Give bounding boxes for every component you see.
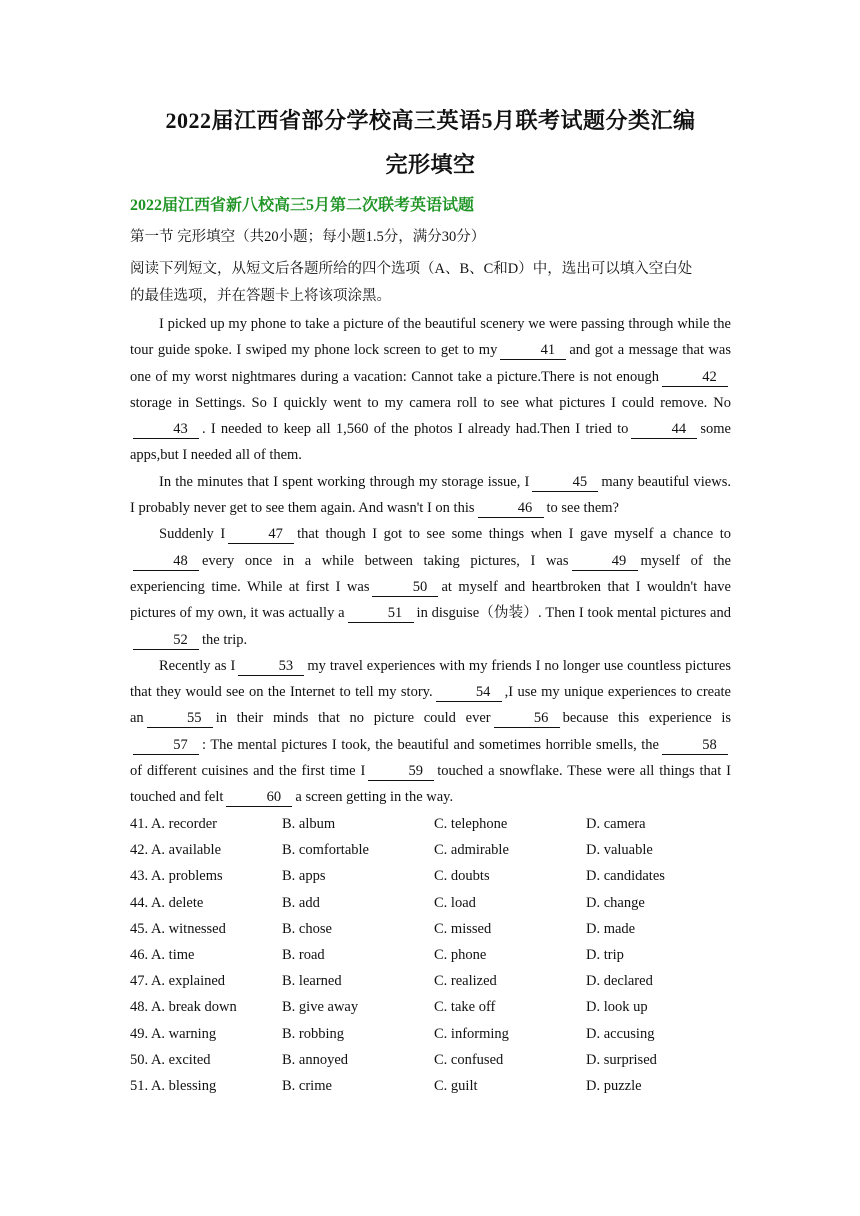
answer-blank: 50	[372, 578, 438, 597]
option-choice: D. candidates	[586, 868, 665, 885]
option-choice: C. informing	[434, 1025, 509, 1042]
passage-text: and got a message that was one of my worst nightmares during a vacation: Cannot take a picture.There is not enough	[130, 342, 731, 385]
passage-text: Suddenly I	[159, 526, 226, 543]
passage-text: every once in a while between taking pictures, I was	[202, 552, 569, 569]
instructions-line-2: 的最佳选项，并在答题卡上将该项涂黑。	[130, 288, 391, 304]
option-choice: D. puzzle	[586, 1077, 642, 1094]
passage-text: a screen getting in the way.	[295, 789, 454, 806]
passage-text: myself of the experiencing time. While at first I was	[130, 552, 731, 595]
answer-blank: 60	[226, 788, 292, 807]
cloze-passage	[130, 311, 731, 811]
option-choice: D. accusing	[586, 1025, 655, 1042]
option-choice: D. valuable	[586, 842, 653, 859]
passage-text: in their minds that no picture could ever	[215, 710, 491, 727]
option-choice: C. admirable	[434, 842, 509, 859]
passage-paragraph-2	[130, 469, 731, 522]
passage-text: that though I got to see some things when I gave myself a chance to	[297, 526, 731, 543]
passage-text: in disguise（伪装）. Then I took mental pictures and	[416, 605, 731, 622]
option-row	[130, 1021, 731, 1047]
option-choice: C. missed	[434, 920, 492, 937]
answer-blank: 57	[133, 736, 199, 755]
option-choice: C. confused	[434, 1051, 504, 1068]
answer-blank: 55	[147, 709, 213, 728]
option-choice: 50. A. excited	[130, 1051, 211, 1068]
option-choice: C. doubts	[434, 868, 490, 885]
option-choice: B. add	[282, 894, 320, 911]
answer-blank: 58	[662, 736, 728, 755]
document-title: 2022届江西省部分学校高三英语5月联考试题分类汇编	[165, 108, 696, 133]
passage-text: Recently as I	[159, 657, 236, 674]
passage-text: touched a snowflake. These were all things that I touched and felt	[130, 763, 731, 806]
passage-text: storage in Settings. So I quickly went to my camera roll to see what pictures I could remove. No	[130, 394, 731, 411]
option-choice: D. camera	[586, 816, 646, 832]
option-choice: B. chose	[282, 920, 332, 937]
passage-text: because this experience is	[562, 710, 732, 727]
answer-blank: 48	[133, 552, 199, 571]
answer-blank: 53	[238, 657, 304, 676]
answer-blank: 41	[500, 341, 566, 360]
instructions-part: 第一节 完形填空（共20小题；每小题1.5分，满分30分）	[130, 229, 486, 245]
passage-text: In the minutes that I spent working through my storage issue, I	[159, 473, 530, 490]
option-choice: 51. A. blessing	[130, 1077, 217, 1094]
option-choice: 49. A. warning	[130, 1025, 217, 1042]
option-choice: C. telephone	[434, 816, 508, 832]
option-choice: B. comfortable	[282, 842, 369, 859]
option-choice: 43. A. problems	[130, 868, 223, 885]
option-choice: D. declared	[586, 973, 653, 990]
passage-text: some apps,but I needed all of them.	[130, 421, 731, 464]
option-choice: 45. A. witnessed	[130, 920, 226, 937]
option-choice: C. take off	[434, 999, 496, 1016]
passage-text: many beautiful views. I probably never get to see them again. And wasn't I on this	[130, 473, 731, 517]
option-choice: 44. A. delete	[130, 894, 204, 911]
option-row	[130, 1073, 731, 1099]
answer-blank: 46	[478, 499, 544, 518]
option-row	[130, 942, 731, 968]
answer-blank: 56	[494, 709, 560, 728]
option-row	[130, 1047, 731, 1073]
answer-blank: 54	[436, 683, 502, 702]
answer-options	[130, 811, 731, 1099]
option-row	[130, 968, 731, 994]
answer-blank: 51	[348, 604, 414, 623]
passage-text: ,I use my unique experiences to create an	[130, 684, 731, 727]
answer-blank: 52	[133, 631, 199, 650]
option-row	[130, 837, 731, 863]
option-choice: C. phone	[434, 946, 487, 963]
option-choice: D. change	[586, 894, 645, 911]
answer-blank: 43	[133, 420, 199, 439]
answer-blank: 42	[662, 368, 728, 387]
option-row	[130, 916, 731, 942]
section-title: 2022届江西省新八校高三5月第二次联考英语试题	[130, 197, 475, 214]
passage-text: to see them?	[546, 500, 619, 517]
option-choice: D. made	[586, 920, 636, 937]
passage-text: : The mental pictures I took, the beautiful and sometimes horrible smells, the	[202, 736, 659, 753]
instructions-line-1: 阅读下列短文，从短文后各题所给的四个选项（A、B、C和D）中，选出可以填入空白处	[130, 261, 693, 277]
option-choice: B. annoyed	[282, 1051, 349, 1068]
answer-blank: 47	[228, 525, 294, 544]
option-choice: 41. A. recorder	[130, 816, 217, 832]
option-choice: 48. A. break down	[130, 999, 237, 1016]
document-subtitle: 完形填空	[385, 152, 476, 177]
passage-text: at myself and heartbroken that I wouldn't have pictures of my own, it was actually a	[130, 578, 731, 622]
option-choice: 46. A. time	[130, 946, 195, 963]
option-choice: B. learned	[282, 973, 342, 990]
passage-text: my travel experiences with my friends I no longer use countless pictures that they would see on the Internet to tell my story.	[130, 657, 731, 701]
option-row	[130, 890, 731, 916]
option-choice: C. guilt	[434, 1077, 478, 1094]
answer-blank: 49	[572, 552, 638, 571]
passage-text: I picked up my phone to take a picture of the beautiful scenery we were passing through while the tour guide spoke. I swiped my phone lock screen to get to my	[130, 316, 731, 359]
passage-paragraph-4	[130, 653, 731, 811]
passage-text: the trip.	[202, 631, 248, 648]
option-choice: 47. A. explained	[130, 973, 226, 990]
option-row	[130, 994, 731, 1020]
passage-text: of different cuisines and the first time I	[130, 763, 366, 780]
option-choice: B. crime	[282, 1077, 332, 1094]
passage-paragraph-3	[130, 521, 731, 652]
option-choice: B. give away	[282, 999, 359, 1016]
option-choice: B. apps	[282, 868, 326, 885]
answer-blank: 44	[631, 420, 697, 439]
option-row	[130, 811, 731, 837]
option-choice: C. load	[434, 894, 476, 911]
option-choice: B. album	[282, 816, 336, 832]
option-choice: B. robbing	[282, 1025, 345, 1042]
option-choice: D. trip	[586, 946, 624, 963]
option-choice: D. look up	[586, 999, 648, 1016]
answer-blank: 59	[368, 762, 434, 781]
option-choice: C. realized	[434, 973, 497, 990]
option-choice: 42. A. available	[130, 842, 222, 859]
answer-blank: 45	[532, 473, 598, 492]
option-row	[130, 863, 731, 889]
option-choice: D. surprised	[586, 1051, 657, 1068]
passage-text: . I needed to keep all 1,560 of the photos I already had.Then I tried to	[202, 421, 629, 438]
passage-paragraph-1	[130, 311, 731, 469]
option-choice: B. road	[282, 946, 325, 963]
